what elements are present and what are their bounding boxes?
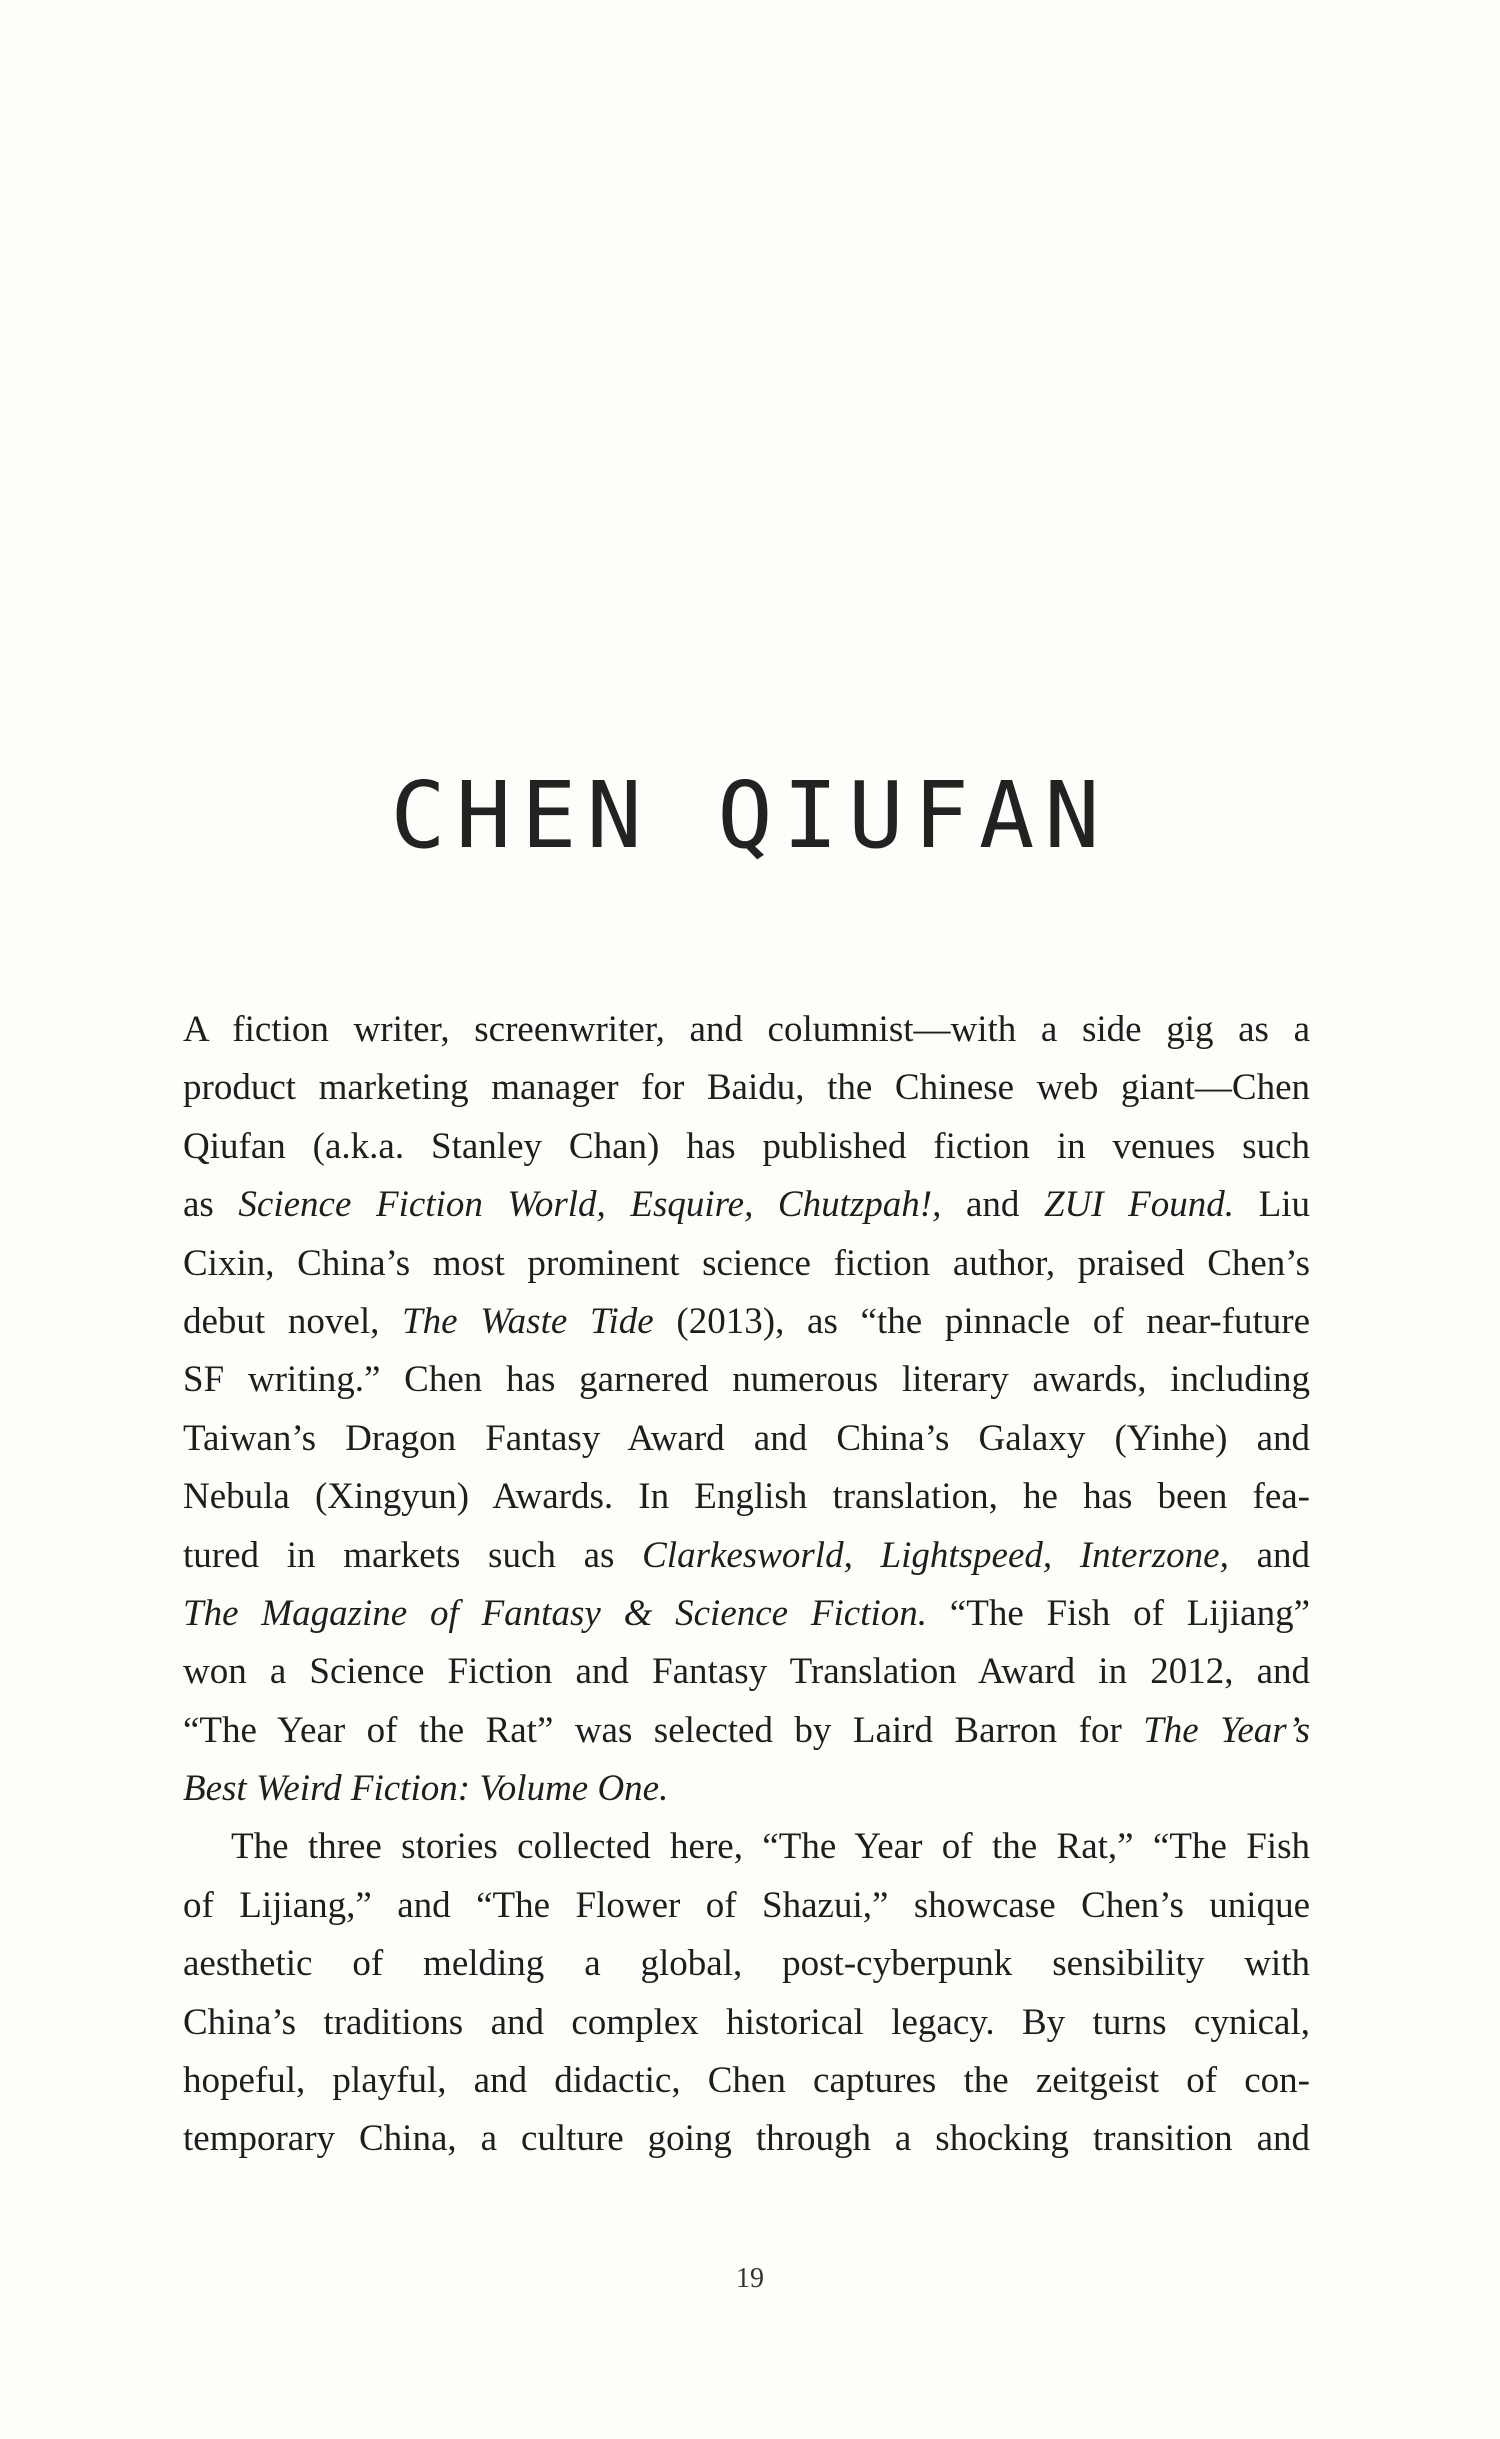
text-line	[183, 1059, 1310, 1117]
text-line	[183, 1410, 1310, 1468]
text-segment: “The Fish of Lijiang”	[927, 1592, 1310, 1634]
italic-title-text: The Waste Tide	[402, 1300, 654, 1342]
text-line	[183, 2052, 1310, 2110]
text-line	[183, 1118, 1310, 1176]
italic-title-text: ZUI Found.	[1043, 1184, 1235, 1226]
text-segment: A fiction writer, screenwriter, and columnist—with a side gig as a	[183, 1009, 1310, 1050]
text-line	[183, 2110, 1310, 2168]
text-line	[183, 1351, 1310, 1409]
text-segment: aesthetic of melding a global, post-cyberpunk sensibility with	[183, 1943, 1310, 1985]
text-line	[183, 1643, 1310, 1701]
text-segment: China’s traditions and complex historical legacy. By turns cynical,	[183, 2001, 1310, 2043]
text-line	[183, 1818, 1310, 1876]
italic-title-text: Science Fiction World, Esquire, Chutzpah!,	[238, 1184, 942, 1226]
text-segment: “The Year of the Rat” was selected by Laird Barron for	[183, 1709, 1144, 1751]
text-segment: debut novel,	[183, 1300, 403, 1342]
italic-title-text: Best Weird Fiction: Volume One.	[183, 1768, 669, 1810]
paragraph	[183, 1001, 1310, 1818]
text-segment: Nebula (Xingyun) Awards. In English translation, he has been fea-	[183, 1476, 1310, 1518]
text-segment: temporary China, a culture going through a shocking transition and	[183, 2118, 1310, 2160]
italic-title-text: The Magazine of Fantasy & Science Fiction.	[183, 1592, 928, 1634]
text-segment: SF writing.” Chen has garnered numerous literary awards, including	[183, 1359, 1310, 1401]
italic-title-text: Clarkesworld, Lightspeed, Interzone,	[642, 1534, 1229, 1576]
text-line	[183, 1001, 1310, 1059]
text-line	[183, 1877, 1310, 1935]
text-segment: as	[183, 1184, 239, 1226]
page-number: 19	[736, 2263, 764, 2294]
body-text	[183, 1001, 1310, 2169]
text-line	[183, 1176, 1310, 1234]
text-line	[183, 1994, 1310, 2052]
text-segment: (2013), as “the pinnacle of near-future	[653, 1300, 1310, 1342]
text-segment: Qiufan (a.k.a. Stanley Chan) has published fiction in venues such	[183, 1125, 1310, 1167]
text-segment: won a Science Fiction and Fantasy Translation Award in 2012, and	[183, 1651, 1310, 1693]
text-line	[183, 1468, 1310, 1526]
text-segment: Cixin, China’s most prominent science fiction author, praised Chen’s	[183, 1242, 1310, 1284]
text-segment: tured in markets such as	[183, 1534, 643, 1576]
text-segment: The three stories collected here, “The Year of the Rat,” “The Fish	[231, 1826, 1310, 1868]
text-segment: of Lijiang,” and “The Flower of Shazui,” showcase Chen’s unique	[183, 1884, 1310, 1926]
text-line	[183, 1585, 1310, 1643]
text-line	[183, 1702, 1310, 1760]
text-line	[183, 1935, 1310, 1993]
text-line	[183, 1293, 1310, 1351]
text-line	[183, 1527, 1310, 1585]
paragraph	[183, 1818, 1310, 2168]
italic-title-text: The Year’s	[1143, 1709, 1310, 1751]
text-segment: hopeful, playful, and didactic, Chen captures the zeitgeist of con-	[183, 2060, 1310, 2102]
text-segment: and	[941, 1184, 1044, 1226]
text-segment: and	[1228, 1534, 1310, 1576]
text-segment: Taiwan’s Dragon Fantasy Award and China’s Galaxy (Yinhe) and	[183, 1417, 1310, 1459]
text-line	[183, 1760, 1310, 1818]
chapter-title: CHEN QIUFAN	[390, 762, 1110, 869]
text-segment: Liu	[1234, 1184, 1310, 1226]
text-line	[183, 1235, 1310, 1293]
text-segment: product marketing manager for Baidu, the Chinese web giant—Chen	[183, 1067, 1310, 1109]
